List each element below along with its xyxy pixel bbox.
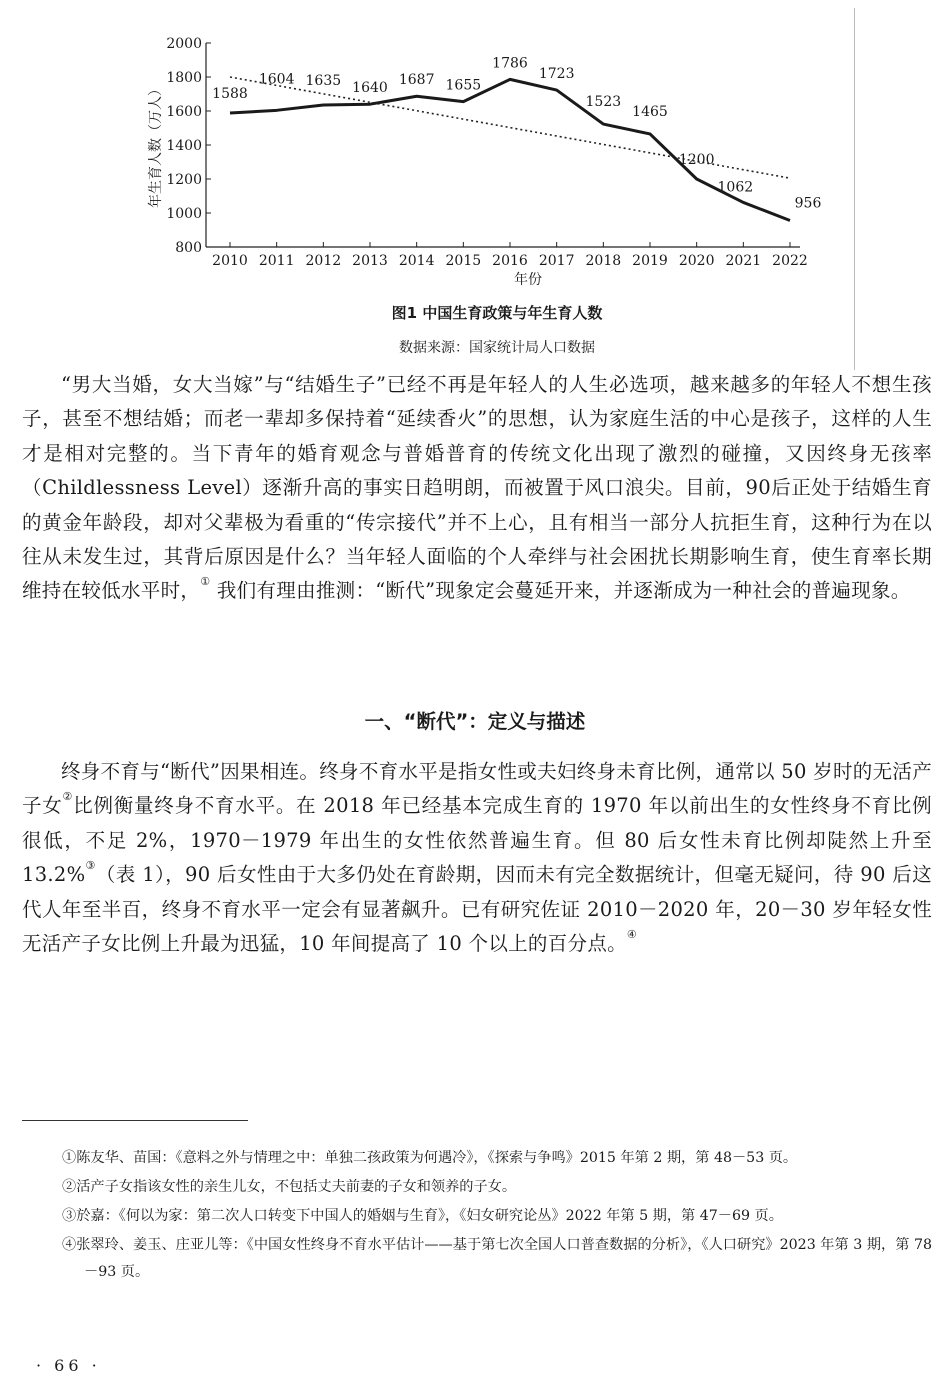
footnote-ref-2[interactable]: ② [62, 790, 74, 804]
footnote-2: ②活产子女指该女性的亲生儿女，不包括丈夫前妻的子女和领养的子女。 [62, 1179, 517, 1195]
data-label: 1588 [212, 86, 248, 103]
data-label: 1640 [352, 80, 388, 97]
footnote-ref-3[interactable]: ③ [85, 859, 96, 873]
para2-text-a: 终身不育与“断代”因果相连。终身不育水平是指女性或夫妇终身未育比例，通常以 50 岁时的无活产子女 [22, 760, 932, 818]
body-paragraph-2 [22, 755, 932, 961]
footnote-1: ①陈友华、苗国：《意料之外与情理之中：单独二孩政策为何遇冷》，《探索与争鸣》2015 年第 2 期，第 48－53 页。 [62, 1150, 798, 1166]
figure-caption: 图1 中国生育政策与年生育人数 [391, 304, 603, 322]
data-label: 1604 [258, 71, 295, 88]
data-label: 1655 [445, 77, 482, 94]
para2-text-c: （表 1），90 后女性由于大多仍处在育龄期，因而未有完全数据统计，但毫无疑问，待 90 后这代人年至半百，终身不育水平一定会有显著飙升。已有研究佐证 2010－2020 年，20－30 岁年轻女性无活产子女比例上升最为迅猛，10 年间提高了 10 个以上的百分点。 [22, 863, 932, 956]
y-tick-label: 800 [175, 240, 202, 256]
footnote-3: ③於嘉：《何以为家：第二次人口转变下中国人的婚姻与生育》，《妇女研究论丛》2022 年第 5 期，第 47－69 页。 [62, 1208, 783, 1224]
data-label: 1200 [678, 152, 715, 168]
x-tick-label: 2015 [445, 253, 482, 269]
footnote-ref-1[interactable]: ① [200, 575, 211, 589]
data-label: 1635 [305, 73, 342, 90]
x-tick-label: 2012 [305, 253, 342, 269]
y-tick-label: 2000 [166, 36, 202, 52]
x-tick-label: 2013 [352, 253, 388, 269]
x-tick-label: 2020 [678, 253, 715, 269]
x-tick-label: 2021 [725, 253, 762, 269]
data-label: 956 [794, 195, 822, 212]
line-chart [140, 8, 854, 308]
para1-tail: 我们有理由推测：“断代”现象定会蔓延开来，并逐渐成为一种社会的普遍现象。 [210, 579, 911, 603]
y-tick-label: 1800 [166, 70, 202, 86]
x-tick-label: 2022 [772, 253, 808, 269]
data-label: 1523 [585, 94, 622, 111]
figure-source: 数据来源：国家统计局人口数据 [399, 340, 595, 356]
page-number: · 66 · [36, 1356, 101, 1375]
y-axis-title: 年生育人数（万人） [148, 82, 164, 208]
data-label: 1786 [492, 55, 528, 72]
x-tick-label: 2016 [492, 253, 528, 269]
x-tick-label: 2019 [632, 253, 668, 269]
para1-text: “男大当婚，女大当嫁”与“结婚生子”已经不再是年轻人的人生必选项，越来越多的年轻人不想生孩子，甚至不想结婚；而老一辈却多保持着“延续香火”的思想，认为家庭生活的中心是孩子，这样的人生才是相对完整的。当下青年的婚育观念与普婚普育的传统文化出现了激烈的碰撞，又因终身无孩率（Childlessness Level）逐渐升高的事实日趋明朗，而被置于风口浪尖。目前，90后正处于结婚生育的黄金年龄段，却对父辈极为看重的“传宗接代”并不上心，且有相当一部分人抗拒生育，这种行为在以往从未发生过，其背后原因是什么？当年轻人面临的个人牵绊与社会困扰长期影响生育，使生育率长期维持在较低水平时， [22, 373, 932, 603]
x-tick-label: 2014 [398, 253, 435, 269]
body-paragraph-1 [22, 368, 932, 609]
para2-text-b: 比例衡量终身不育水平。在 2018 年已经基本完成生育的 1970 年以前出生的女性终身不育比例很低，不足 2%，1970－1979 年出生的女性依然普遍生育。但 80 后女性未育比例却陡然上升至 13.2% [22, 794, 932, 887]
y-tick-label: 1600 [166, 104, 202, 120]
footnote-ref-4[interactable]: ④ [626, 928, 638, 942]
series-line [230, 79, 790, 220]
footnote-list [62, 1145, 932, 1288]
data-label: 1723 [538, 66, 575, 83]
y-tick-label: 1400 [166, 138, 202, 154]
y-tick-label: 1200 [166, 172, 202, 188]
footnote-divider [22, 1120, 248, 1121]
data-label: 1062 [717, 179, 754, 196]
x-tick-label: 2011 [258, 253, 295, 269]
x-tick-label: 2017 [538, 253, 575, 269]
footnote-4: ④张翠玲、姜玉、庄亚儿等：《中国女性终身不育水平估计——基于第七次全国人口普查数据的分析》，《人口研究》2023 年第 3 期，第 78－93 页。 [62, 1237, 932, 1280]
x-tick-label: 2010 [212, 253, 248, 269]
x-axis-title: 年份 [514, 272, 542, 288]
y-tick-label: 1000 [166, 206, 202, 222]
data-label: 1687 [398, 72, 435, 89]
data-label: 1465 [632, 103, 668, 120]
x-tick-label: 2018 [585, 253, 622, 269]
section-heading: 一、“断代”：定义与描述 [364, 710, 586, 733]
